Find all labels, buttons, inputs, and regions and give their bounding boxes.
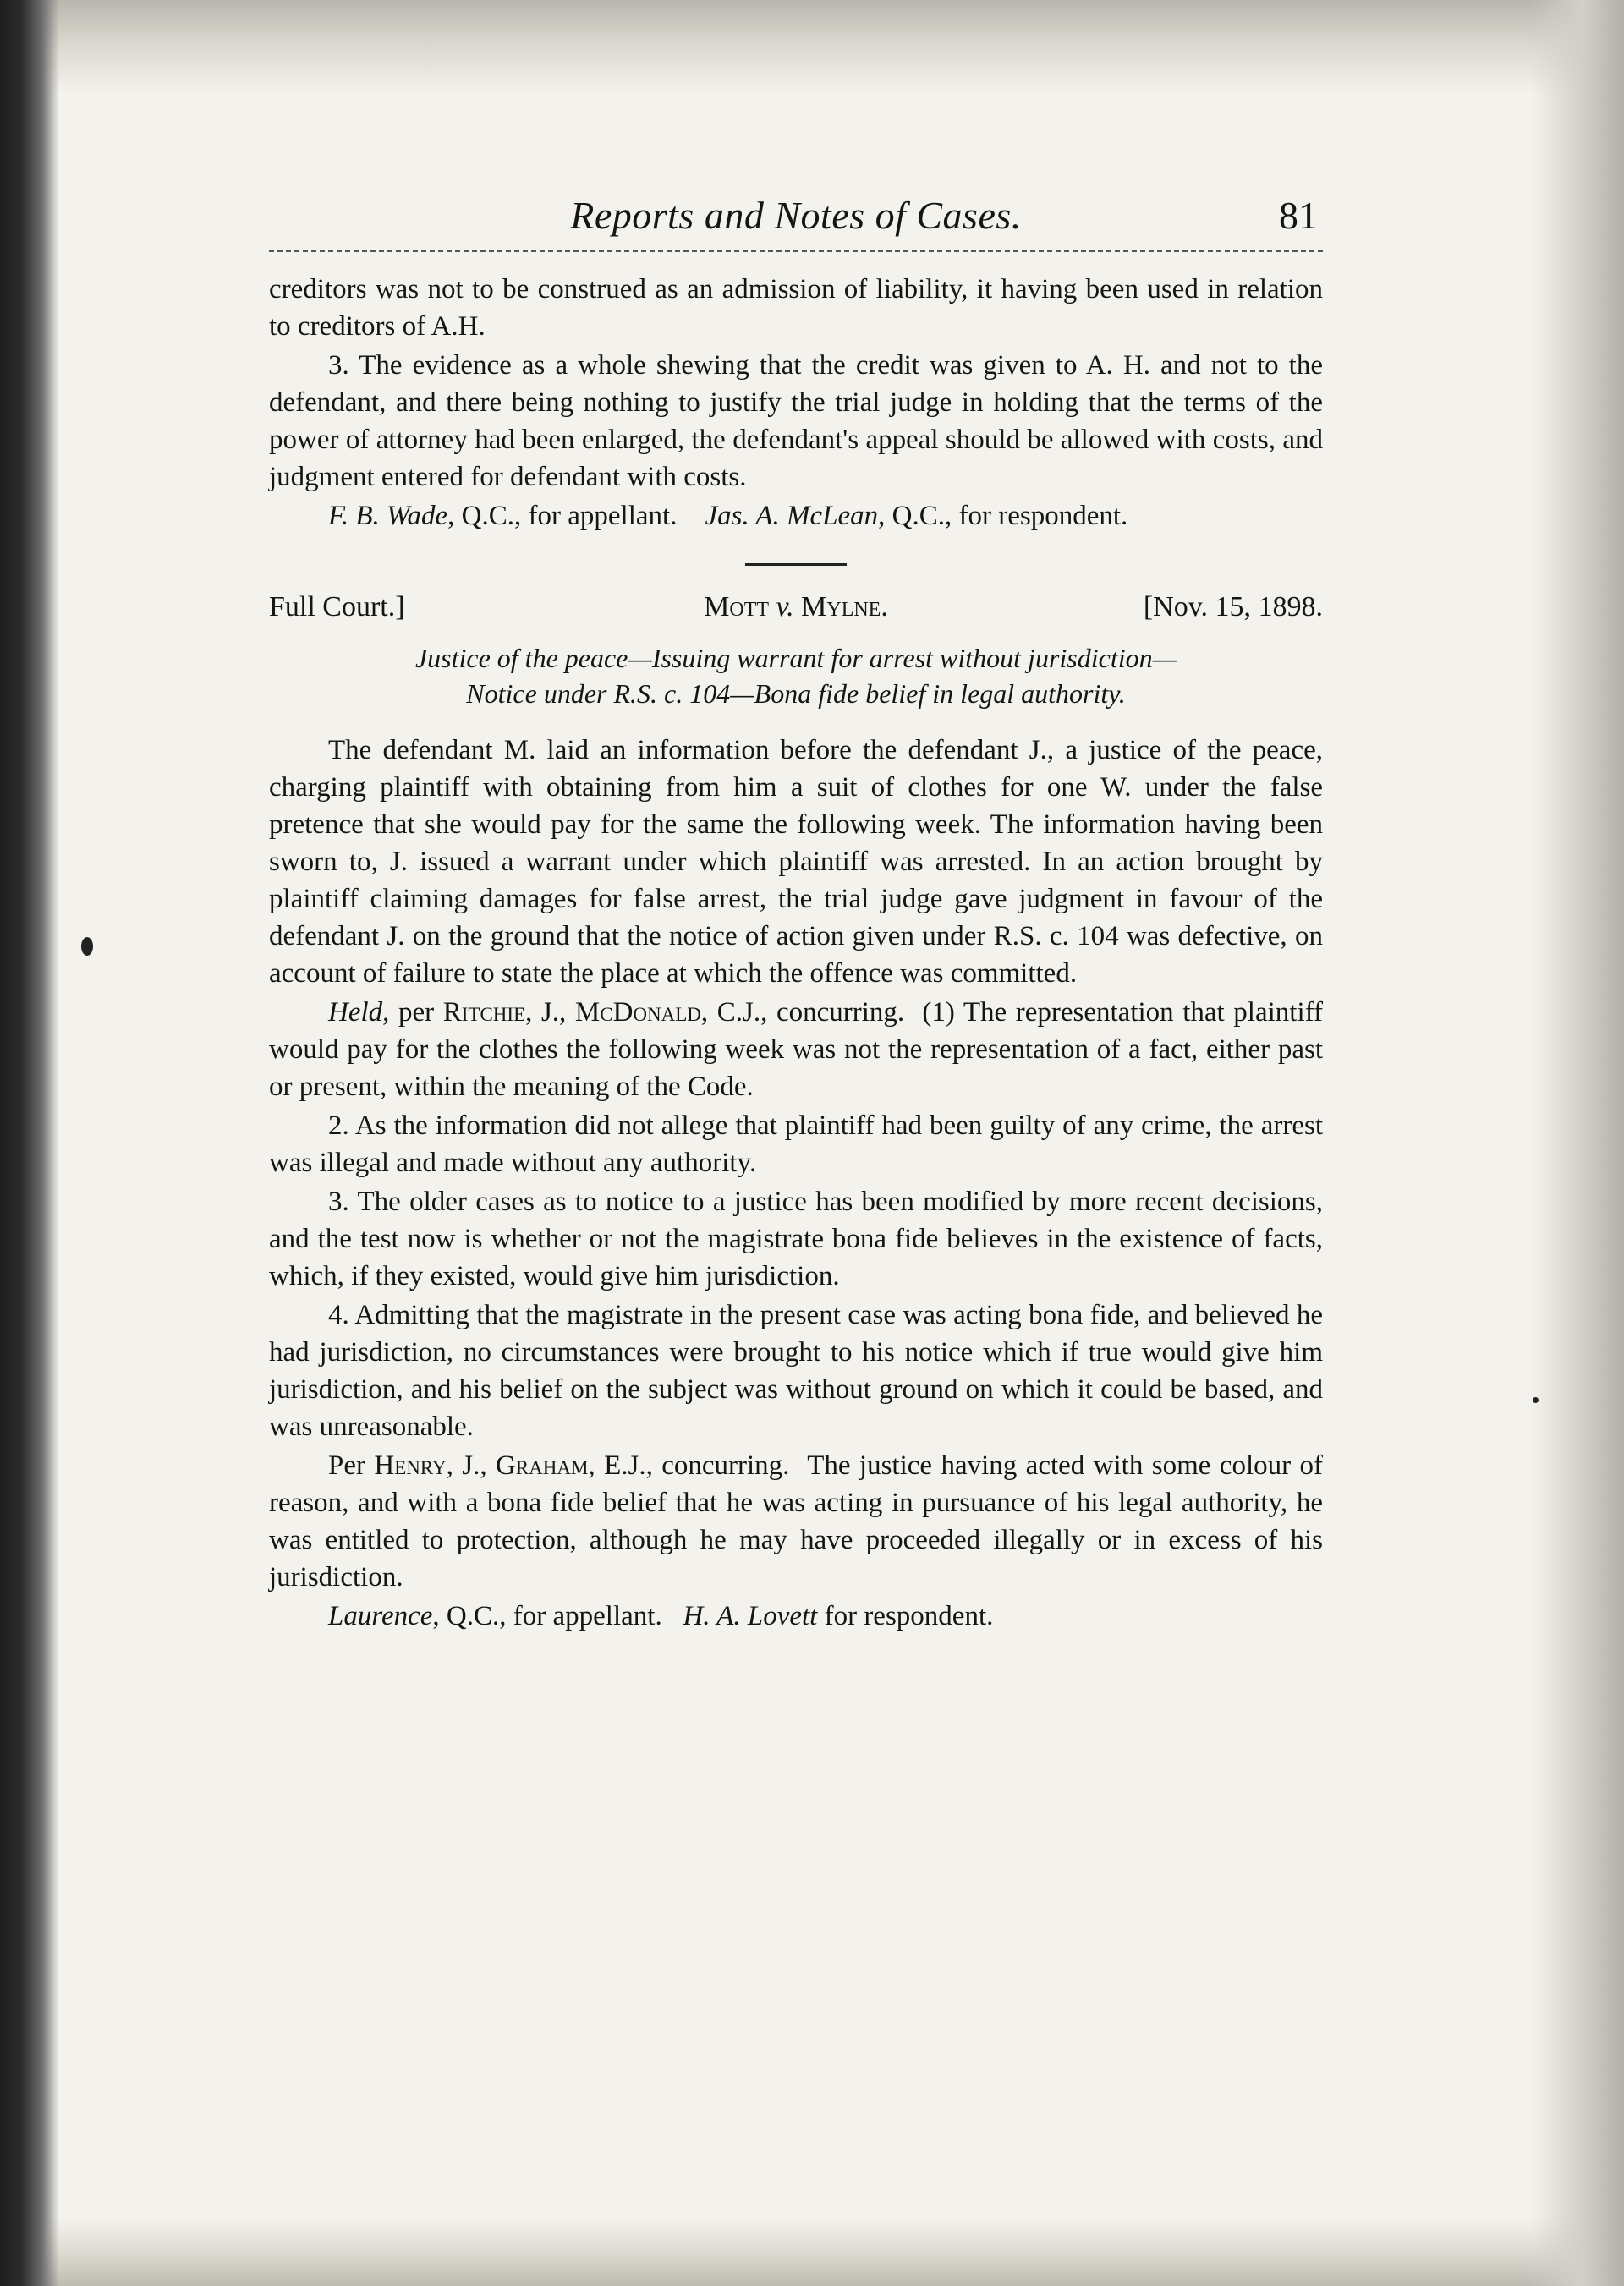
held-label: Held bbox=[328, 997, 383, 1028]
per-judge-2-title: , E.J., concurring. bbox=[588, 1450, 790, 1481]
scan-edge-right bbox=[1531, 0, 1624, 2286]
per-judge-1: Henry bbox=[374, 1450, 447, 1481]
held-judge-2: McDonald bbox=[574, 997, 701, 1028]
held-per: , per bbox=[382, 997, 443, 1028]
scan-edge-bottom bbox=[0, 2218, 1624, 2286]
margin-mark-left bbox=[81, 937, 93, 956]
catchwords-line-1: Justice of the peace—Issuing warrant for arrest without jurisdiction— bbox=[414, 643, 1177, 673]
prev-case-paragraph: creditors was not to be construed as an admission of liability, it having been used in relation to creditors of A.H. bbox=[269, 274, 1323, 342]
catchwords-line-2: Notice under R.S. c. 104—Bona fide belief in legal authority. bbox=[466, 678, 1126, 709]
party-plaintiff: Mott bbox=[704, 591, 770, 622]
running-head bbox=[269, 186, 1323, 250]
per-text: The justice having acted with some colour of reason, and with a bona fide belief that he was acting in pursuance of his legal authority, he was entitled to protection, although he may have proceeded illegally or in excess of his jurisdiction. bbox=[269, 1450, 1323, 1593]
held-judge-1-title: , J., bbox=[525, 997, 575, 1028]
counsel-respondent-name: Jas. A. McLean bbox=[705, 501, 879, 531]
case-counsel-respondent-name: H. A. Lovett bbox=[683, 1601, 818, 1631]
scan-edge-top bbox=[0, 0, 1624, 93]
holding-point-3: 3. The older cases as to notice to a justice has been modified by more recent decisions, and the test now is whether or not the magistrate bona fide believes in the existence of facts, which, if they existed, would give him jurisdiction. bbox=[269, 1187, 1323, 1291]
held-judge-1: Ritchie bbox=[442, 997, 526, 1028]
per-henry-opinion bbox=[269, 1447, 1323, 1596]
held-judge-2-title: , C.J., concurring. bbox=[700, 997, 905, 1028]
case-counsel bbox=[269, 1598, 1323, 1635]
counsel-appellant-role: , Q.C., for appellant. bbox=[447, 501, 678, 531]
margin-mark-right bbox=[1533, 1397, 1539, 1403]
case-counsel-appellant-name: Laurence bbox=[328, 1601, 433, 1631]
running-title: Reports and Notes of Cases. bbox=[570, 194, 1022, 237]
case-counsel-appellant-role: , Q.C., for appellant. bbox=[432, 1601, 662, 1631]
held-text: (1) The representation that plaintiff would pay for the clothes the following week was not the representation of a fact, either past or present, within the meaning of the Code. bbox=[269, 997, 1324, 1102]
section-divider bbox=[745, 563, 847, 566]
per-judge-2: Graham bbox=[495, 1450, 589, 1481]
prev-case-counsel bbox=[269, 497, 1323, 534]
case-facts: The defendant M. laid an information before the defendant J., a justice of the peace, charging plaintiff with obtaining from him a suit of clothes for one W. under the false pretence that she would pay for the same the following week. The information having been sworn to, J. issued a warrant under which plaintiff was arrested. In an action brought by plaintiff claiming damages for false arrest, the trial judge gave judgment in favour of the defendant J. on the ground that the notice of action given under R.S. c. 104 was defective, on account of failure to state the place at which the offence was committed. bbox=[269, 735, 1323, 989]
counsel-appellant-name: F. B. Wade bbox=[328, 501, 448, 531]
header-rule bbox=[269, 250, 1323, 252]
case-heading bbox=[269, 591, 1323, 633]
prev-case-point-3: 3. The evidence as a whole shewing that the credit was given to A. H. and not to the defendant, and there being nothing to justify the trial judge in holding that the terms of the power of attorney had been enlarged, the defendant's appeal should be allowed with costs, and judgment entered for defendant with costs. bbox=[269, 350, 1323, 492]
case-date: [Nov. 15, 1898. bbox=[1143, 591, 1323, 622]
holding-point-2: 2. As the information did not allege that plaintiff had been guilty of any crime, the arrest was illegal and made without any authority. bbox=[269, 1110, 1323, 1178]
case-court: Full Court.] bbox=[269, 591, 405, 622]
document-page bbox=[269, 186, 1323, 1635]
per-label: Per bbox=[328, 1450, 375, 1481]
case-counsel-respondent-role: for respondent. bbox=[817, 1601, 994, 1631]
counsel-respondent-role: , Q.C., for respondent. bbox=[878, 501, 1128, 531]
party-defendant: Mylne. bbox=[801, 591, 888, 622]
per-judge-1-title: , J., bbox=[446, 1450, 496, 1481]
case-catchwords bbox=[269, 640, 1323, 711]
holding-point-4: 4. Admitting that the magistrate in the present case was acting bona fide, and believed he had jurisdiction, no circumstances were brought to his notice which if true would give him jurisdiction, and his belief on the subject was without ground on which it could be based, and was unreasonable. bbox=[269, 1300, 1323, 1442]
case-held bbox=[269, 994, 1323, 1105]
case-versus: v. bbox=[776, 591, 794, 622]
page-number: 81 bbox=[1279, 194, 1318, 237]
scan-edge-left bbox=[0, 0, 59, 2286]
